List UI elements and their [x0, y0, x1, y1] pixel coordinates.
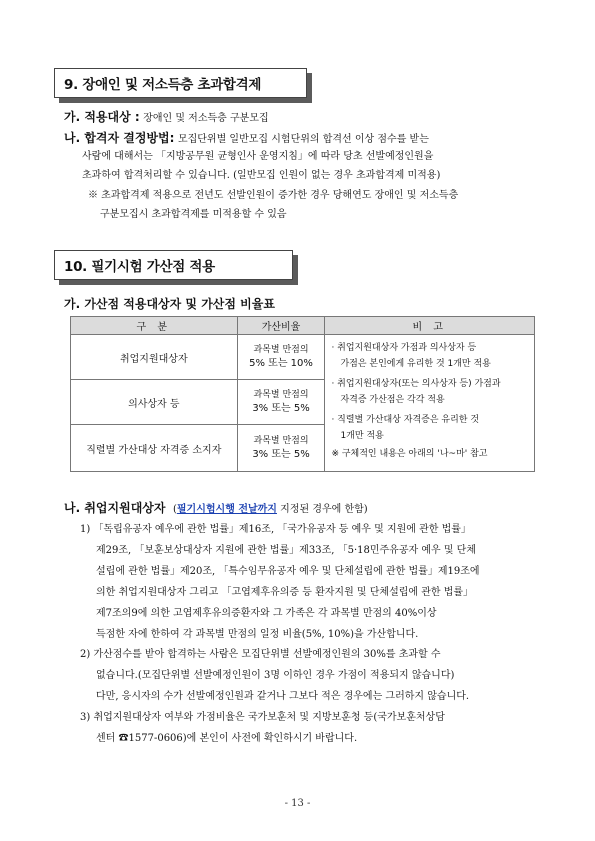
section-9-ga: [64, 108, 269, 128]
item-3-line: 센터 ☎1577-0606)에 본인이 사전에 확인하시기 바랍니다.: [96, 733, 358, 744]
section-10-ga: [64, 295, 275, 312]
section-9-title: 9. 장애인 및 저소득층 초과합격제: [64, 77, 262, 93]
note-line: · 직렬별 가산대상 자격증은 유리한 것: [331, 415, 480, 425]
paren-open: (: [172, 504, 177, 515]
table-header: 구 분: [71, 317, 238, 335]
table-cell-rate: [237, 425, 325, 472]
section-9-na: [64, 129, 429, 149]
table-cell-rate: [237, 380, 325, 425]
rate-line: 3% 또는 5%: [252, 403, 310, 414]
item-1-line: 제29조, 「보훈보상대상자 지원에 관한 법률」제33조, 「5·18민주유공자 예우 및 단체: [96, 545, 476, 556]
rate-line: 3% 또는 5%: [252, 449, 310, 460]
section-10-title: 10. 필기시험 가산점 적용: [64, 259, 215, 275]
rate-line: 과목별 만점의: [253, 436, 309, 446]
section-9-na-line: 사람에 대해서는 「지방공무원 균형인사 운영지침」에 따라 당초 선발예정인원을: [82, 151, 434, 162]
note-line: · 취업지원대상자 가점과 의사상자 등: [331, 343, 477, 353]
note-line: · 취업지원대상자(또는 의사상자 등) 가점과: [331, 379, 501, 389]
table-header: 비 고: [325, 317, 535, 335]
table-row: [71, 335, 535, 380]
table-cell-notes: [325, 335, 535, 472]
rate-line: 5% 또는 10%: [249, 358, 313, 369]
section-9-ga-label: 가. 적용대상 :: [64, 110, 140, 124]
table-header-row: [71, 317, 535, 335]
highlight-deadline: 필기시험시행 전날까지: [176, 504, 277, 515]
note-line: ※ 구체적인 내용은 아래의 '나~마' 참고: [331, 449, 488, 459]
item-1-line: 제7조의9에 의한 고엽제후유의증환자와 그 가족은 각 과목별 만점의 40%이상: [96, 608, 437, 619]
section-10-na: [64, 499, 368, 519]
item-1-line: 득점한 자에 한하여 각 과목별 만점의 일정 비율(5%, 10%)을 가산합니다.: [96, 629, 419, 640]
section-9-note: ※ 초과합격제 적용으로 전년도 선발인원이 증가한 경우 당해연도 장애인 및 저소득층: [88, 190, 459, 201]
section-9-na-label: 나. 합격자 결정방법:: [64, 131, 175, 145]
page-number: - 13 -: [284, 798, 311, 809]
table-cell-category: 취업지원대상자: [71, 335, 238, 380]
section-10-ga-label: 가. 가산점 적용대상자 및 가산점 비율표: [64, 297, 275, 311]
section-9-header: [54, 68, 307, 98]
note-line: 1개만 적용: [340, 431, 384, 441]
section-9-na-line: 모집단위별 일반모집 시험단위의 합격선 이상 점수를 받는: [177, 134, 429, 145]
rate-line: 과목별 만점의: [253, 390, 309, 400]
item-2-line: 다만, 응시자의 수가 선발예정인원과 같거나 그보다 적은 경우에는 그러하지 않습니다.: [96, 691, 470, 702]
item-2-line: 없습니다.(모집단위별 선발예정인원이 3명 이하인 경우 가점이 적용되지 않습니다): [96, 670, 455, 681]
section-10-header: [54, 250, 293, 280]
section-9-note: 구분모집시 초과합격제를 미적용할 수 있음: [100, 209, 287, 220]
note-line: 자격증 가산점은 각각 적용: [340, 395, 445, 405]
table-cell-category: 직렬별 가산대상 자격증 소지자: [71, 425, 238, 472]
section-10-na-label: 나. 취업지원대상자: [64, 501, 166, 515]
table-cell-category: 의사상자 등: [71, 380, 238, 425]
item-3-line: 3) 취업지원대상자 여부와 가점비율은 국가보훈처 및 지방보훈청 등(국가보훈처상담: [80, 712, 445, 723]
note-line: 가점은 본인에게 유리한 것 1개만 적용: [340, 359, 491, 369]
bonus-rate-table: [70, 316, 535, 472]
rate-line: 과목별 만점의: [253, 345, 309, 355]
item-1-line: 1) 「독립유공자 예우에 관한 법률」제16조, 「국가유공자 등 예우 및 지원에 관한 법률」: [80, 524, 471, 535]
table-cell-rate: [237, 335, 325, 380]
section-9-ga-text: 장애인 및 저소득층 구분모집: [143, 113, 269, 124]
paren-rest: 지정된 경우에 한함): [276, 504, 368, 515]
item-1-line: 의한 취업지원대상자 그리고 「고엽제후유의증 등 환자지원 및 단체설립에 관한 법률」: [96, 587, 474, 598]
section-9-na-line: 초과하여 합격처리할 수 있습니다. (일반모집 인원이 없는 경우 초과합격제 미적용): [82, 170, 441, 181]
table-header: 가산비율: [237, 317, 325, 335]
item-1-line: 설립에 관한 법률」제20조, 「특수임무유공자 예우 및 단체설립에 관한 법률」제19조에: [96, 566, 480, 577]
item-2-line: 2) 가산점수를 받아 합격하는 사람은 모집단위별 선발예정인원의 30%를 초과할 수: [80, 649, 441, 660]
